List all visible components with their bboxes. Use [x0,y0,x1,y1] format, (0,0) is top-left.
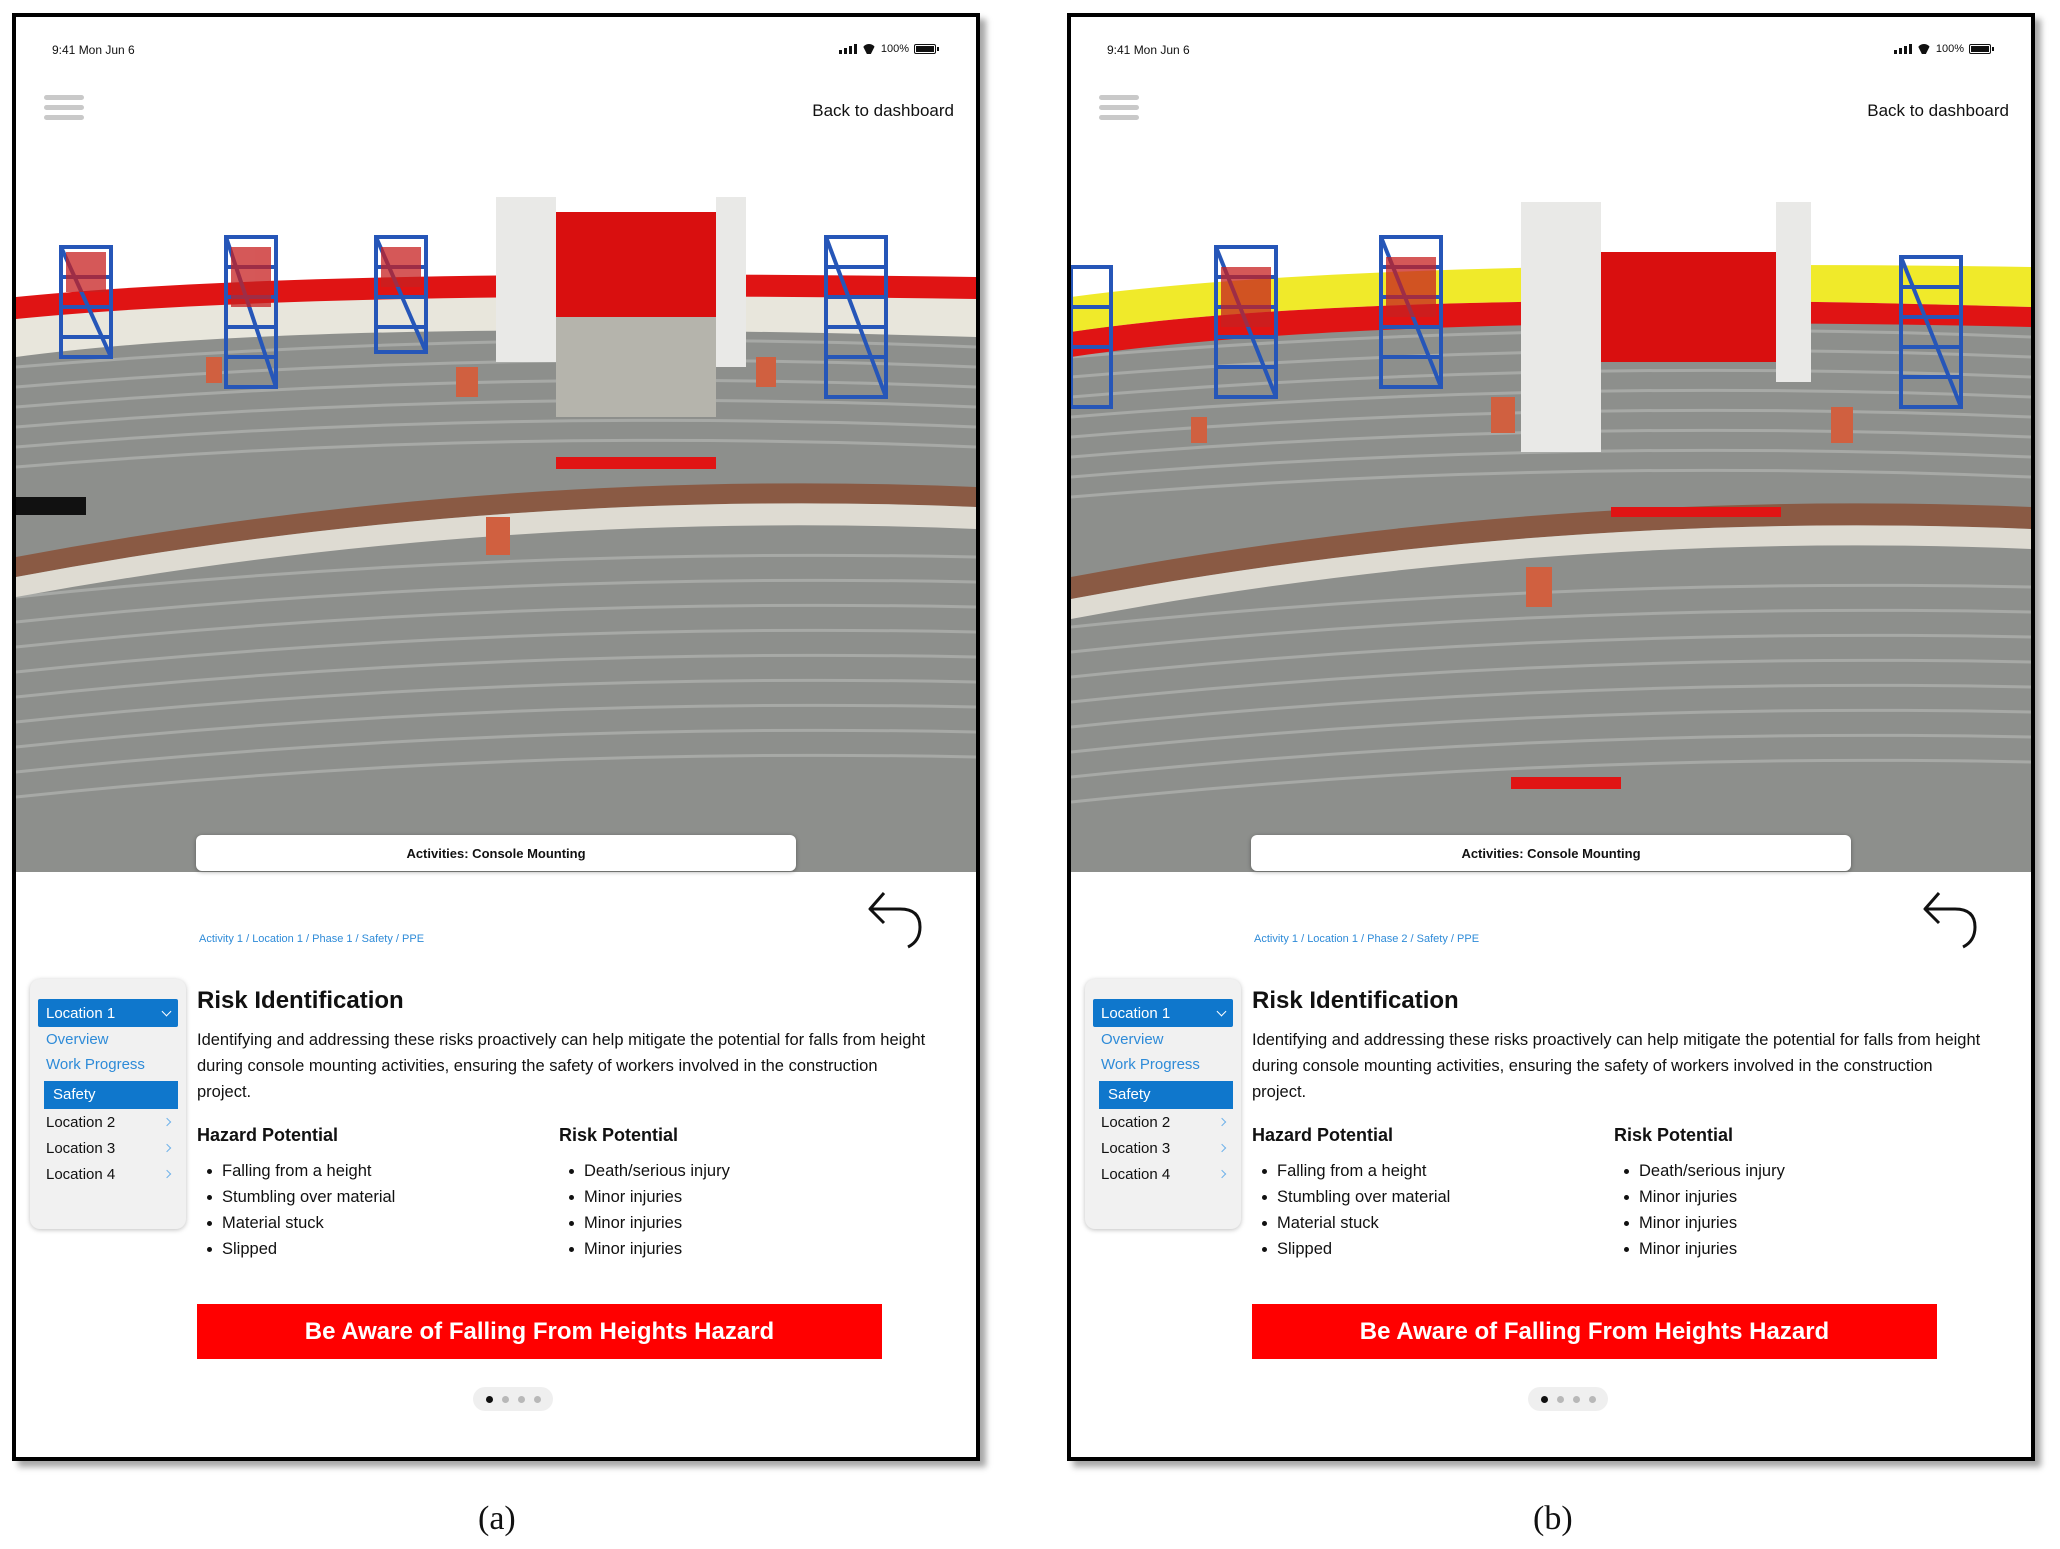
hazard-item: Falling from a height [207,1158,559,1184]
location-1-dropdown[interactable] [1093,999,1233,1027]
hazard-title: Hazard Potential [197,1125,339,1145]
page-dot-1[interactable] [486,1396,493,1403]
hazard-warning-banner[interactable]: Be Aware of Falling From Heights Hazard [1252,1304,1937,1359]
chevron-right-icon [163,1118,171,1126]
page-dot-4[interactable] [534,1396,541,1403]
breadcrumb: Activity 1 / Location 1 / Phase 1 / Safety / PPE [199,933,425,945]
activity-label-bar: Activities: Console Mounting [196,835,796,871]
status-bar [16,17,976,77]
breadcrumb-activity[interactable]: Activity 1 [1254,933,1299,945]
sidebar-item-location-4[interactable] [38,1161,178,1187]
location-1-dropdown[interactable] [38,999,178,1027]
page-dot-2[interactable] [1557,1396,1564,1403]
risk-potential-title: Risk Potential [1614,1125,1734,1145]
risk-content [1252,987,1992,1262]
hazard-item: Stumbling over material [207,1184,559,1210]
location-4-label: Location 4 [1101,1165,1171,1183]
selected-location-label: Location 1 [1101,1004,1171,1022]
chevron-right-icon [163,1144,171,1152]
status-time: 9:41 Mon Jun 6 [1107,43,1190,57]
hazard-title: Hazard Potential [1252,1125,1394,1145]
page-indicator [1528,1387,1608,1411]
risk-item: Death/serious injury [1624,1158,1976,1184]
status-icons [839,43,936,55]
sidebar-item-safety[interactable]: Safety [1099,1081,1233,1109]
location-3-label: Location 3 [1101,1139,1171,1157]
chevron-down-icon [162,1006,172,1016]
status-bar [1071,17,2031,77]
risk-item: Minor injuries [569,1236,921,1262]
status-time: 9:41 Mon Jun 6 [52,43,135,57]
page-dot-2[interactable] [502,1396,509,1403]
chevron-right-icon [1218,1144,1226,1152]
risk-title: Risk Identification [197,987,404,1014]
signal-icon [1894,44,1912,54]
hazard-item: Material stuck [207,1210,559,1236]
sidebar-item-overview[interactable]: Overview [46,1031,109,1048]
location-2-label: Location 2 [46,1113,116,1131]
sidebar-item-overview[interactable]: Overview [1101,1031,1164,1048]
breadcrumb-location[interactable]: Location 1 [1307,933,1358,945]
chevron-right-icon [1218,1170,1226,1178]
sidebar-item-location-2[interactable] [38,1109,178,1135]
bim-stadium-view[interactable] [16,157,976,872]
page-dot-3[interactable] [1573,1396,1580,1403]
hazard-column [197,1125,559,1262]
battery-icon [1969,44,1991,54]
sidebar-item-work-progress[interactable]: Work Progress [46,1056,145,1073]
signal-icon [839,44,857,54]
page-dot-4[interactable] [1589,1396,1596,1403]
risk-item: Minor injuries [569,1184,921,1210]
risk-item: Minor injuries [569,1210,921,1236]
hazard-item: Falling from a height [1262,1158,1614,1184]
back-to-dashboard-link[interactable]: Back to dashboard [812,101,954,120]
risk-title: Risk Identification [1252,987,1459,1014]
location-sidebar [30,979,186,1229]
risk-item: Minor injuries [1624,1236,1976,1262]
sidebar-item-safety[interactable]: Safety [44,1081,178,1109]
stadium-model-render [16,157,976,872]
hazard-column [1252,1125,1614,1262]
chevron-right-icon [1218,1118,1226,1126]
breadcrumb-activity[interactable]: Activity 1 [199,933,244,945]
hazard-item: Slipped [1262,1236,1614,1262]
breadcrumb-location[interactable]: Location 1 [252,933,303,945]
tablet-screen-b [1067,13,2035,1461]
risk-item: Minor injuries [1624,1184,1976,1210]
activity-label-bar: Activities: Console Mounting [1251,835,1851,871]
location-sidebar [1085,979,1241,1229]
battery-percent: 100% [880,43,909,55]
hamburger-menu-icon[interactable] [44,95,84,125]
battery-icon [914,44,936,54]
hazard-item: Stumbling over material [1262,1184,1614,1210]
figure-caption-b: (b) [1533,1500,1573,1537]
risk-item: Minor injuries [1624,1210,1976,1236]
page-dot-1[interactable] [1541,1396,1548,1403]
breadcrumb-ppe[interactable]: PPE [1457,933,1480,945]
chevron-right-icon [163,1170,171,1178]
risk-description: Identifying and addressing these risks proactively can help mitigate the potential for falls from height during console mounting activities, ensuring the safety of workers involved in the construction project. [1252,1031,1981,1101]
risk-description: Identifying and addressing these risks proactively can help mitigate the potential for falls from height during console mounting activities, ensuring the safety of workers involved in the construction project. [197,1031,926,1101]
sidebar-item-location-2[interactable] [1093,1109,1233,1135]
tablet-screen-a [12,13,980,1461]
hazard-item: Slipped [207,1236,559,1262]
location-2-label: Location 2 [1101,1113,1171,1131]
risk-item: Death/serious injury [569,1158,921,1184]
sidebar-item-location-3[interactable] [38,1135,178,1161]
undo-icon[interactable] [1919,885,1981,951]
hamburger-menu-icon[interactable] [1099,95,1139,125]
page-indicator [473,1387,553,1411]
risk-column [559,1125,921,1262]
risk-content [197,987,937,1262]
battery-percent: 100% [1935,43,1964,55]
location-3-label: Location 3 [46,1139,116,1157]
breadcrumb-phase[interactable]: Phase 1 [312,933,353,945]
undo-icon[interactable] [864,885,926,951]
risk-potential-title: Risk Potential [559,1125,679,1145]
breadcrumb-safety[interactable]: Safety [361,933,393,945]
selected-location-label: Location 1 [46,1004,116,1022]
page-dot-3[interactable] [518,1396,525,1403]
back-to-dashboard-link[interactable]: Back to dashboard [1867,101,2009,120]
hazard-item: Material stuck [1262,1210,1614,1236]
wifi-icon [1917,44,1931,54]
breadcrumb-phase[interactable]: Phase 2 [1367,933,1408,945]
bim-stadium-view[interactable] [1071,157,2031,872]
sidebar-item-location-4[interactable] [1093,1161,1233,1187]
chevron-down-icon [1217,1006,1227,1016]
breadcrumb: Activity 1 / Location 1 / Phase 2 / Safety / PPE [1254,933,1480,945]
breadcrumb-ppe[interactable]: PPE [402,933,425,945]
sidebar-item-work-progress[interactable]: Work Progress [1101,1056,1200,1073]
hazard-warning-banner[interactable]: Be Aware of Falling From Heights Hazard [197,1304,882,1359]
figure-caption-a: (a) [478,1500,516,1537]
stadium-model-render [1071,157,2031,872]
wifi-icon [862,44,876,54]
breadcrumb-safety[interactable]: Safety [1416,933,1448,945]
risk-column [1614,1125,1976,1262]
sidebar-item-location-3[interactable] [1093,1135,1233,1161]
location-4-label: Location 4 [46,1165,116,1183]
status-icons [1894,43,1991,55]
